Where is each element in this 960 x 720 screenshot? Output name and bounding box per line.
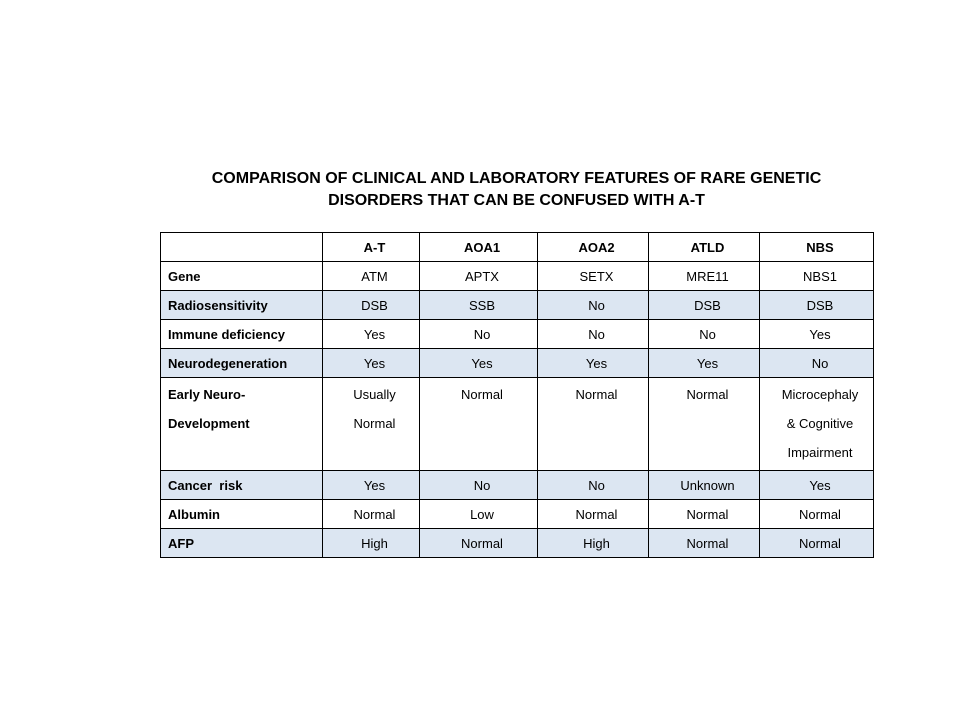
table-cell: No	[420, 320, 538, 349]
table-cell: No	[538, 291, 649, 320]
table-cell: No	[538, 320, 649, 349]
cell-line: Usually	[353, 387, 396, 402]
table-row-cancer-risk	[161, 471, 874, 500]
table-row-gene	[161, 262, 874, 291]
table-cell: DSB	[323, 291, 420, 320]
row-label	[161, 378, 323, 471]
table-cell: Normal	[760, 500, 874, 529]
table-header-row	[161, 233, 874, 262]
row-label: Immune deficiency	[161, 320, 323, 349]
table-row-immune-deficiency	[161, 320, 874, 349]
table-cell: High	[538, 529, 649, 558]
table-cell: Yes	[760, 320, 874, 349]
table-cell: Normal	[420, 529, 538, 558]
table-cell: Yes	[420, 349, 538, 378]
table-cell: Low	[420, 500, 538, 529]
column-header-aoa1: AOA1	[420, 233, 538, 262]
table-cell: Yes	[649, 349, 760, 378]
comparison-table	[160, 232, 874, 558]
cell-line: Normal	[461, 387, 503, 402]
table-cell: Normal	[538, 500, 649, 529]
cell-line: Microcephaly	[781, 387, 859, 402]
table-row-albumin	[161, 500, 874, 529]
table-cell: DSB	[649, 291, 760, 320]
table-cell	[323, 378, 420, 471]
cell-line: & Cognitive	[786, 416, 854, 431]
table-cell: Yes	[323, 320, 420, 349]
row-label: Gene	[161, 262, 323, 291]
row-label: Neurodegeneration	[161, 349, 323, 378]
column-header-atld: ATLD	[649, 233, 760, 262]
cell-line: Normal	[686, 387, 729, 402]
cell-line: Impairment	[787, 445, 853, 460]
cell-line: Normal	[575, 387, 618, 402]
table-cell: NBS1	[760, 262, 874, 291]
table-cell: No	[538, 471, 649, 500]
table-row-afp	[161, 529, 874, 558]
table-cell: Yes	[538, 349, 649, 378]
column-header-empty	[161, 233, 323, 262]
table-row-early-neuro-development	[161, 378, 874, 471]
table-cell: Yes	[323, 471, 420, 500]
row-label-line: Early Neuro-	[168, 387, 246, 402]
row-label: AFP	[161, 529, 323, 558]
table-cell: APTX	[420, 262, 538, 291]
table-cell: Unknown	[649, 471, 760, 500]
table-cell: Normal	[323, 500, 420, 529]
table-cell: MRE11	[649, 262, 760, 291]
table-cell	[649, 378, 760, 471]
table-cell: SSB	[420, 291, 538, 320]
title-line-2: DISORDERS THAT CAN BE CONFUSED WITH A-T	[328, 192, 705, 209]
title-line-1: COMPARISON OF CLINICAL AND LABORATORY FEATURES OF RARE GENETIC	[211, 170, 822, 187]
row-label: Albumin	[161, 500, 323, 529]
table-cell: Yes	[323, 349, 420, 378]
table-cell: No	[649, 320, 760, 349]
table-cell: Yes	[760, 471, 874, 500]
table-cell: No	[420, 471, 538, 500]
cell-line: Normal	[353, 416, 396, 431]
table-cell: Normal	[649, 529, 760, 558]
table-cell	[760, 378, 874, 471]
table-cell	[420, 378, 538, 471]
table-cell: DSB	[760, 291, 874, 320]
table-cell: Normal	[649, 500, 760, 529]
table-cell: SETX	[538, 262, 649, 291]
row-label: Cancer risk	[161, 471, 323, 500]
table-row-neurodegeneration	[161, 349, 874, 378]
table-cell: No	[760, 349, 874, 378]
table-row-radiosensitivity	[161, 291, 874, 320]
table-cell: ATM	[323, 262, 420, 291]
row-label: Radiosensitivity	[161, 291, 323, 320]
column-header-nbs: NBS	[760, 233, 874, 262]
column-header-a-t: A-T	[323, 233, 420, 262]
table-cell	[538, 378, 649, 471]
column-header-aoa2: AOA2	[538, 233, 649, 262]
table-cell: Normal	[760, 529, 874, 558]
table-cell: High	[323, 529, 420, 558]
row-label-line: Development	[168, 416, 250, 431]
page-title	[160, 168, 873, 212]
